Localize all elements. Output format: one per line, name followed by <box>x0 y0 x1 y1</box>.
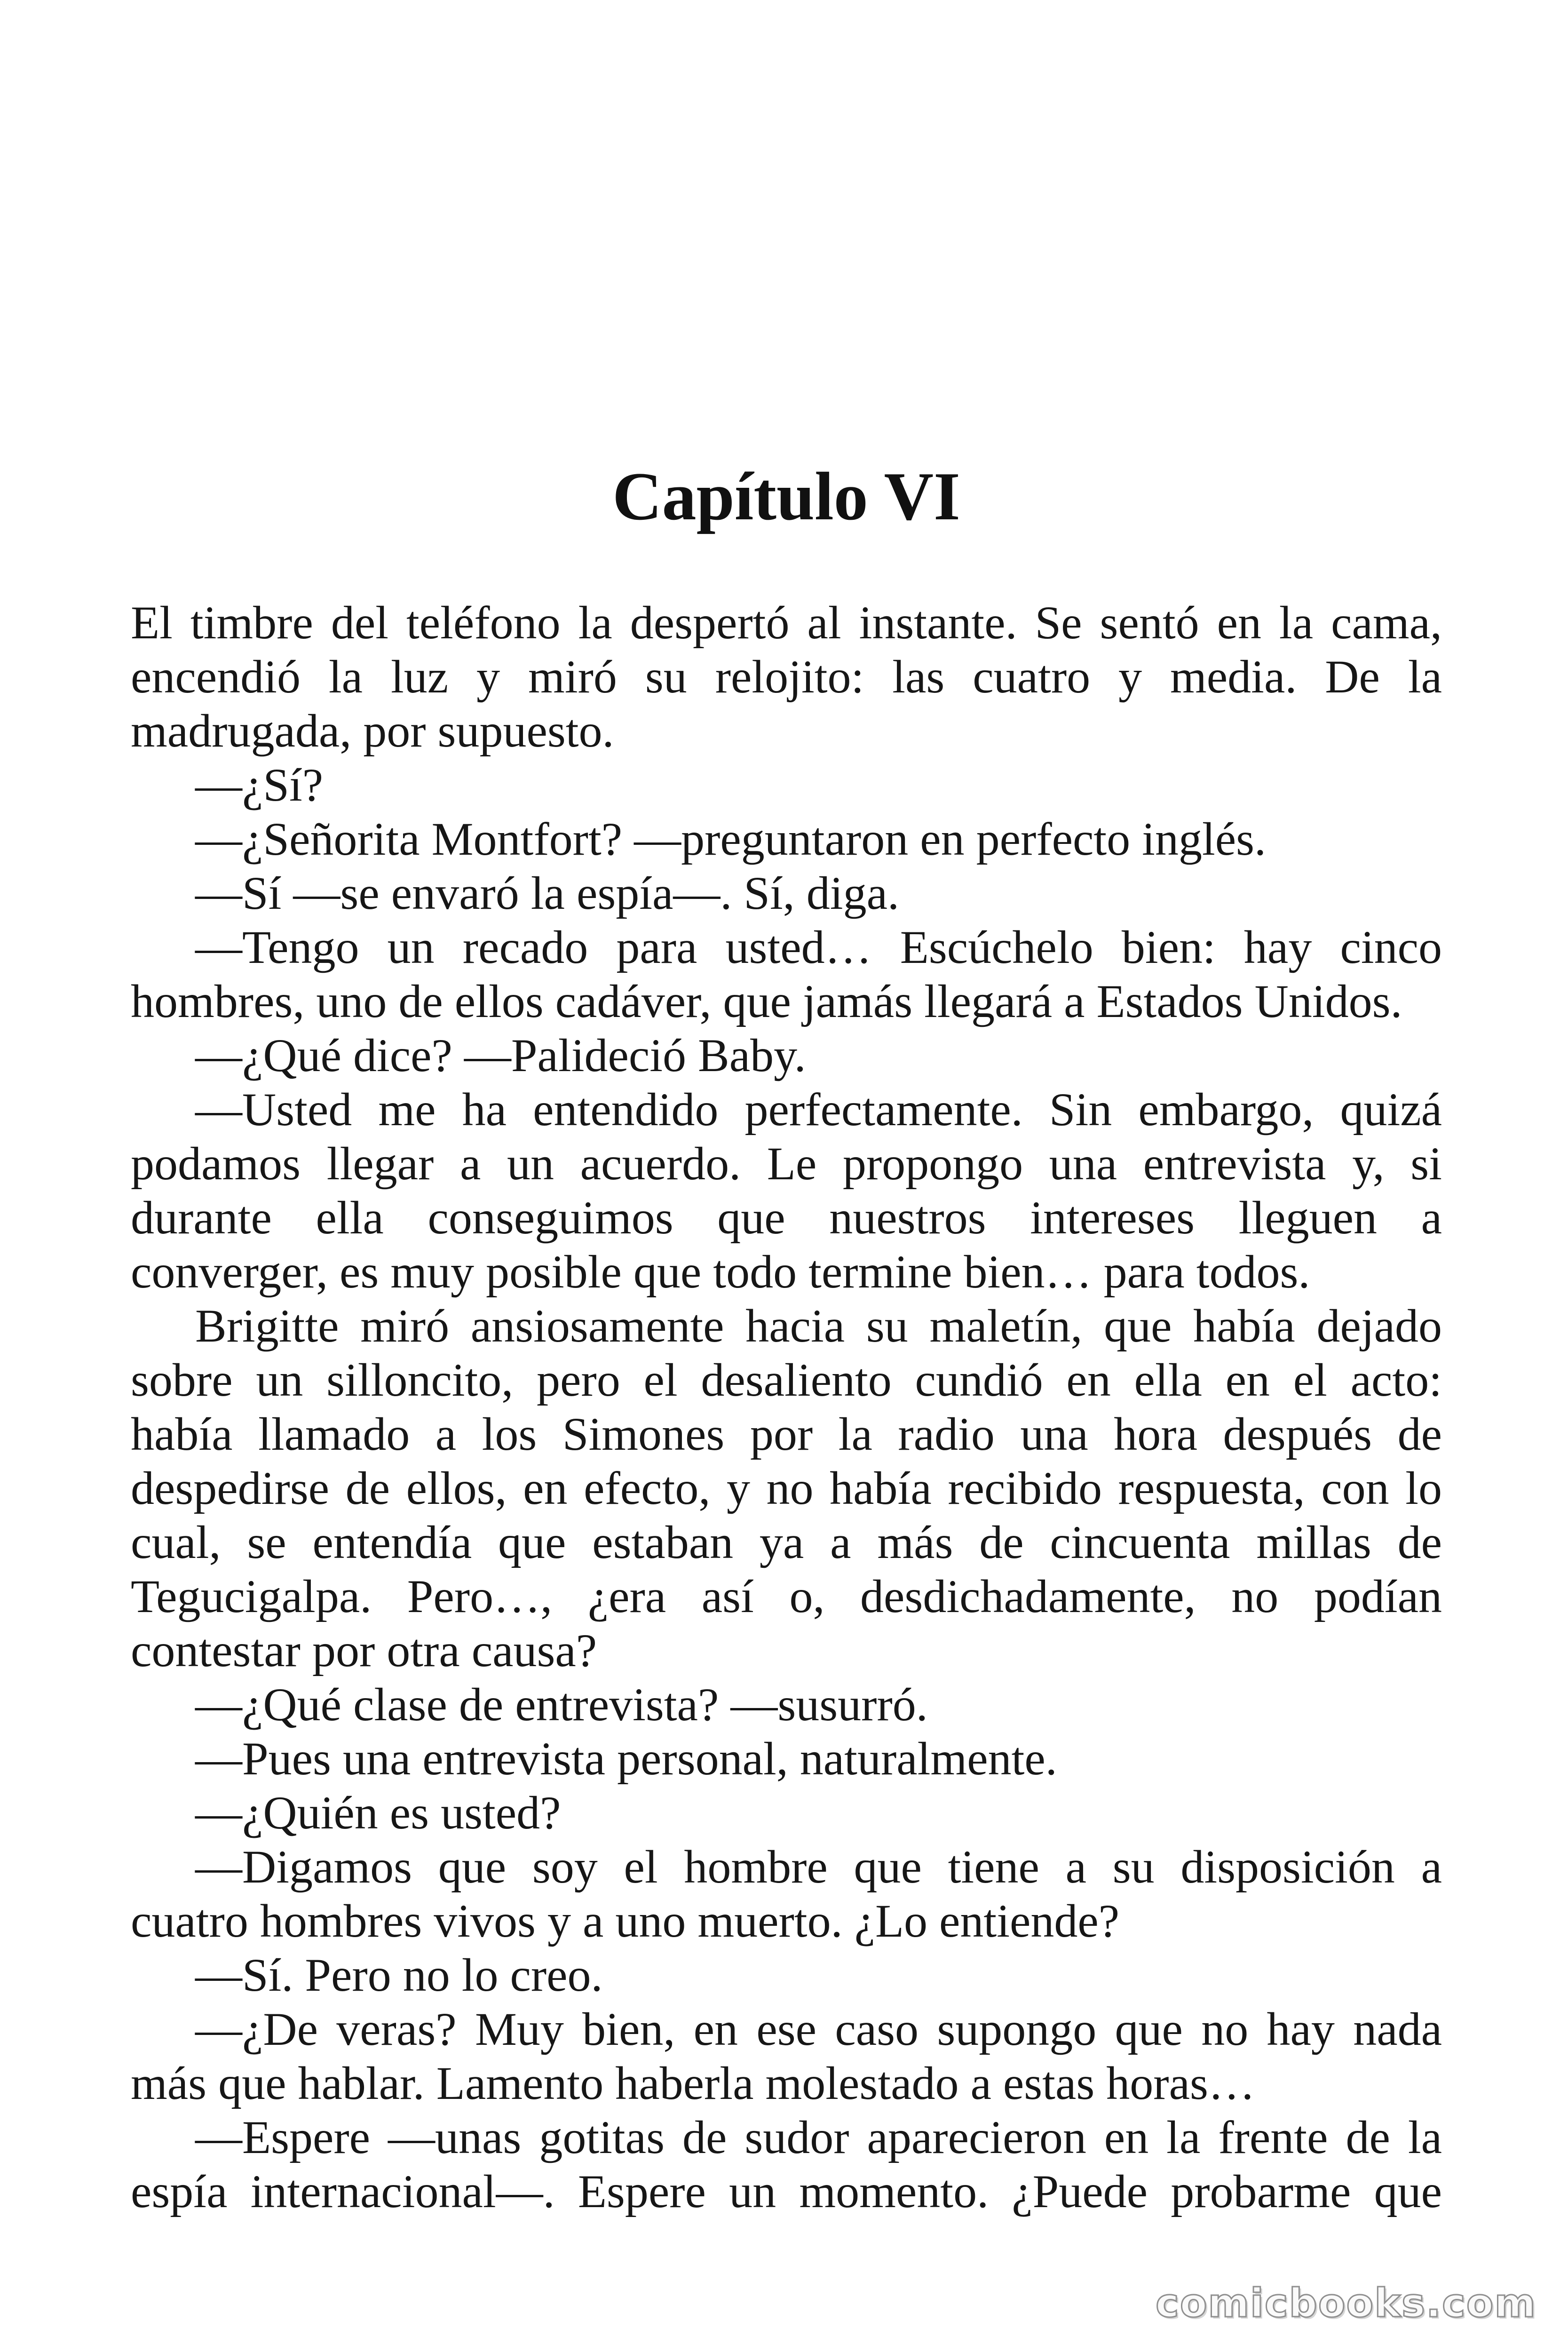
text-line: más que hablar. Lamento haberla molestado a estas horas… <box>131 2057 1255 2109</box>
text-line: Brigitte miró ansiosamente hacia su maletín, que había dejado <box>195 1300 1442 1352</box>
paragraph <box>131 812 1442 866</box>
text-line: Tegucigalpa. Pero…, ¿era así o, desdichadamente, no podían <box>131 1570 1442 1622</box>
text-line: podamos llegar a un acuerdo. Le propongo una entrevista y, si <box>131 1137 1442 1190</box>
text-line: madrugada, por supuesto. <box>131 705 614 757</box>
text-line: —Sí —se envaró la espía—. Sí, diga. <box>195 867 899 919</box>
text-line: converger, es muy posible que todo termine bien… para todos. <box>131 1246 1310 1298</box>
paragraph <box>131 866 1442 920</box>
text-line: espía internacional—. Espere un momento. ¿Puede probarme que <box>131 2165 1442 2217</box>
paragraph <box>131 596 1442 758</box>
paragraph <box>131 1732 1442 1786</box>
paragraph <box>131 2002 1442 2110</box>
text-line: había llamado a los Simones por la radio una hora después de <box>131 1408 1442 1460</box>
text-line: —Tengo un recado para usted… Escúchelo bien: hay cinco <box>195 921 1442 973</box>
text-line: durante ella conseguimos que nuestros intereses lleguen a <box>131 1192 1442 1244</box>
text-line: cual, se entendía que estaban ya a más de cincuenta millas de <box>131 1516 1442 1568</box>
paragraph <box>131 1948 1442 2002</box>
text-line: —Espere —unas gotitas de sudor aparecieron en la frente de la <box>195 2111 1442 2163</box>
paragraph <box>131 1786 1442 1840</box>
chapter-title: Capítulo VI <box>612 458 960 534</box>
text-line: —Digamos que soy el hombre que tiene a su disposición a <box>195 1841 1442 1893</box>
paragraph <box>131 1840 1442 1948</box>
text-line: —¿Señorita Montfort? —preguntaron en perfecto inglés. <box>195 813 1267 865</box>
paragraph <box>131 1028 1442 1082</box>
text-line: cuatro hombres vivos y a uno muerto. ¿Lo entiende? <box>131 1895 1120 1947</box>
text-line: —Sí. Pero no lo creo. <box>195 1949 603 2001</box>
paragraph <box>131 1082 1442 1299</box>
text-line: —Usted me ha entendido perfectamente. Sin embargo, quizá <box>195 1083 1442 1136</box>
paragraph <box>131 1299 1442 1677</box>
text-line: —¿Qué clase de entrevista? —susurró. <box>195 1678 928 1731</box>
text-line: despedirse de ellos, en efecto, y no había recibido respuesta, con lo <box>131 1462 1442 1514</box>
paragraph <box>131 758 1442 812</box>
text-line: —Pues una entrevista personal, naturalmente. <box>195 1732 1057 1785</box>
paragraph <box>131 1677 1442 1732</box>
paragraph <box>131 920 1442 1028</box>
text-line: —¿De veras? Muy bien, en ese caso supongo que no hay nada <box>195 2003 1442 2055</box>
watermark-logo: comicbooks.com <box>1156 2280 1536 2326</box>
text-line: contestar por otra causa? <box>131 1624 597 1677</box>
text-line: —¿Sí? <box>195 759 324 811</box>
text-line: —¿Qué dice? —Palideció Baby. <box>195 1029 806 1081</box>
text-line: hombres, uno de ellos cadáver, que jamás llegará a Estados Unidos. <box>131 975 1402 1027</box>
text-line: El timbre del teléfono la despertó al instante. Se sentó en la cama, <box>131 596 1442 649</box>
chapter-body <box>131 596 1442 2218</box>
text-line: —¿Quién es usted? <box>195 1787 561 1839</box>
paragraph <box>131 2110 1442 2218</box>
text-line: encendió la luz y miró su relojito: las cuatro y media. De la <box>131 651 1442 703</box>
text-line: sobre un silloncito, pero el desaliento cundió en ella en el acto: <box>131 1354 1442 1406</box>
